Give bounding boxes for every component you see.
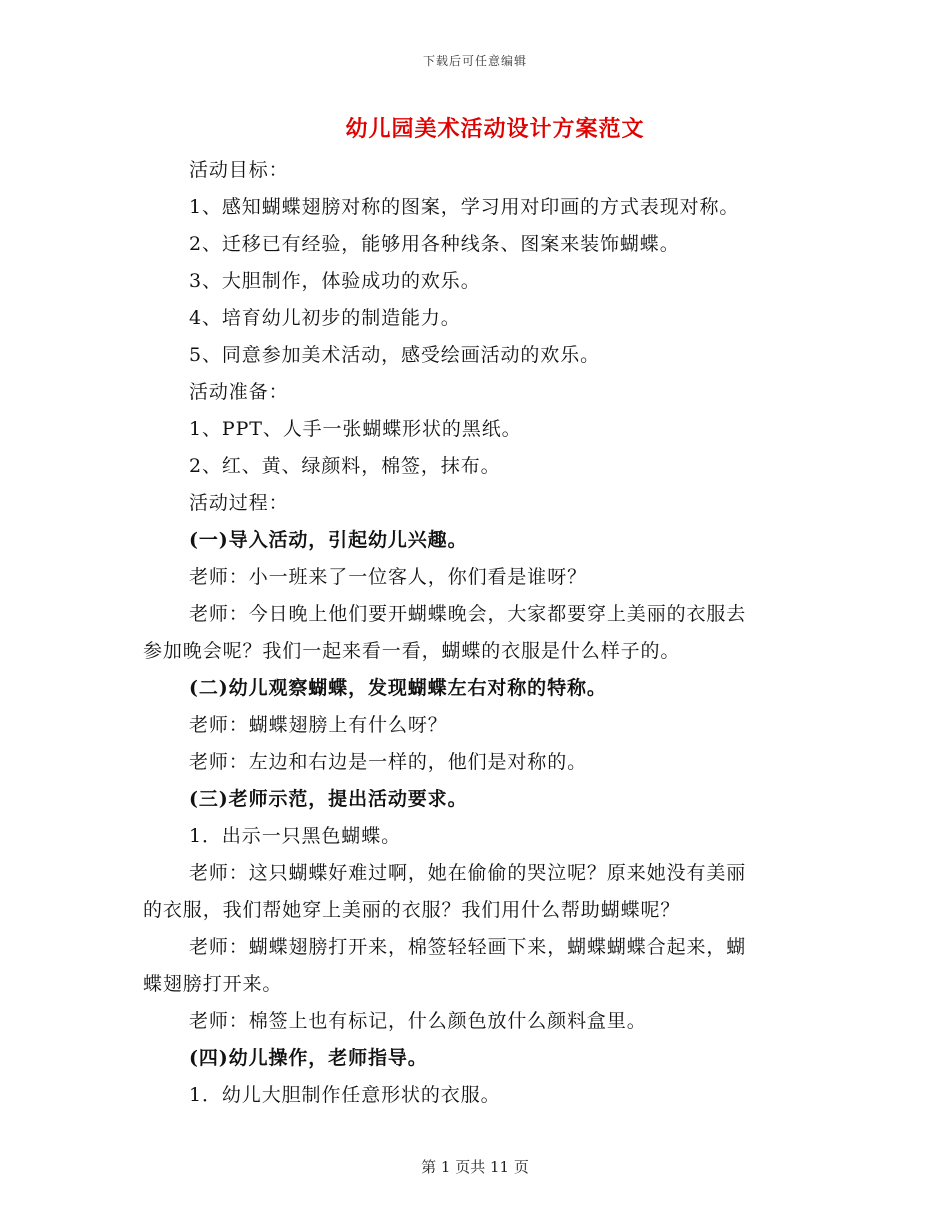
paragraph-line: 老师：棉签上也有标记，什么颜色放什么颜料盒里。 <box>189 1010 647 1032</box>
paragraph-line: 1．出示一只黑色蝴蝶。 <box>189 825 401 847</box>
paragraph-line: 老师：蝴蝶翅膀上有什么呀？ <box>189 714 448 736</box>
process-step-heading-1: (一)导入活动，引起幼儿兴趣。 <box>189 529 468 551</box>
header-note: 下载后可任意编辑 <box>422 54 527 68</box>
goal-item-1: 1、感知蝴蝶翅膀对称的图案，学习用对印画的方式表现对称。 <box>189 196 740 218</box>
paragraph-line: 老师：今日晚上他们要开蝴蝶晚会，大家都要穿上美丽的衣服去 <box>189 603 747 625</box>
goal-item-3: 3、大胆制作，体验成功的欢乐。 <box>189 270 481 292</box>
section-heading-goals: 活动目标： <box>189 159 289 181</box>
paragraph-line: 的衣服，我们帮她穿上美丽的衣服？我们用什么帮助蝴蝶呢？ <box>143 899 681 921</box>
goal-item-5: 5、同意参加美术活动，感受绘画活动的欢乐。 <box>189 344 600 366</box>
section-heading-preparation: 活动准备： <box>189 381 289 403</box>
paragraph-line: 老师：小一班来了一位客人，你们看是谁呀？ <box>189 566 588 588</box>
document-title: 幼儿园美术活动设计方案范文 <box>345 116 645 142</box>
goal-item-4: 4、培育幼儿初步的制造能力。 <box>189 307 461 329</box>
paragraph-line: 参加晚会呢？我们一起来看一看，蝴蝶的衣服是什么样子的。 <box>143 640 681 662</box>
paragraph-line: 老师：这只蝴蝶好难过啊，她在偷偷的哭泣呢？原来她没有美丽 <box>189 862 747 884</box>
paragraph-line: 老师：蝴蝶翅膀打开来，棉签轻轻画下来，蝴蝶蝴蝶合起来，蝴 <box>189 936 747 958</box>
process-step-heading-2: (二)幼儿观察蝴蝶，发现蝴蝶左右对称的特称。 <box>189 677 607 699</box>
section-heading-process: 活动过程： <box>189 492 289 514</box>
paragraph-line: 蝶翅膀打开来。 <box>143 973 283 995</box>
document-body <box>143 152 803 1114</box>
goal-item-2: 2、迁移已有经验，能够用各种线条、图案来装饰蝴蝶。 <box>189 233 680 255</box>
preparation-item-2: 2、红、黄、绿颜料，棉签，抹布。 <box>189 455 501 477</box>
page-footer: 第 1 页共 11 页 <box>421 1158 529 1176</box>
paragraph-line: 1．幼儿大胆制作任意形状的衣服。 <box>189 1084 501 1106</box>
paragraph-line: 老师：左边和右边是一样的，他们是对称的。 <box>189 751 588 773</box>
preparation-item-1: 1、PPT、人手一张蝴蝶形状的黑纸。 <box>189 418 522 440</box>
process-step-heading-3: (三)老师示范，提出活动要求。 <box>189 788 468 810</box>
process-step-heading-4: (四)幼儿操作，老师指导。 <box>189 1047 428 1069</box>
